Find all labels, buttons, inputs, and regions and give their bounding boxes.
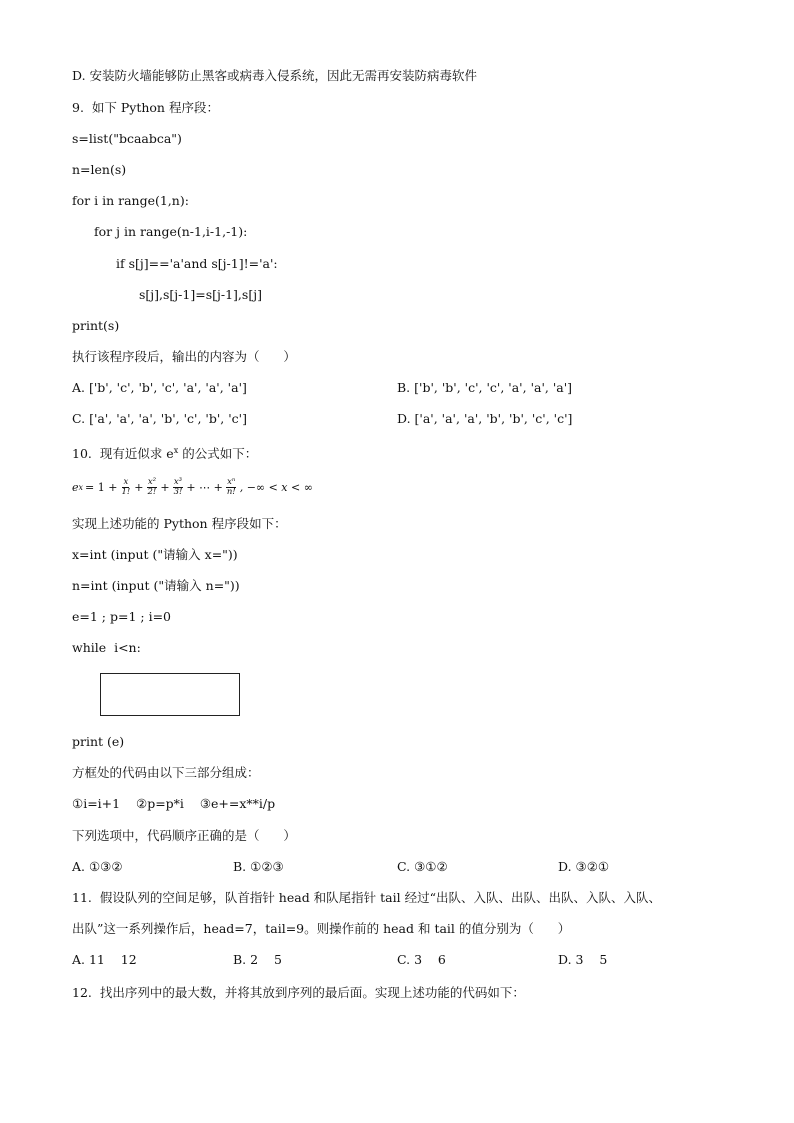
- q10-option-a: A. ①③②: [72, 859, 123, 874]
- option-d-line: D. 安装防火墙能够防止黑客或病毒入侵系统，因此无需再安装防病毒软件: [72, 68, 478, 83]
- code-line: e=1 ; p=1 ; i=0: [72, 609, 171, 624]
- code-line: print(s): [72, 318, 120, 333]
- q10-option-c: C. ③①②: [397, 859, 448, 874]
- question-10-prompt: 下列选项中，代码顺序正确的是（ ）: [72, 828, 296, 843]
- question-11-line2: 出队”这一系列操作后，head=7，tail=9。则操作前的 head 和 tail 的值分别为（ ）: [72, 921, 571, 936]
- q9-option-c: C. ['a', 'a', 'a', 'b', 'c', 'b', 'c']: [72, 411, 247, 426]
- q11-option-a: A. 11 12: [72, 952, 137, 967]
- exponential-formula: e x = 1 + $\frac{x}{1!}$ + $\frac{\text{x²}}{2!}$ + $\frac{\text{x³}}{3!}$ + ⋯ + $\frac{\text{xⁿ}}{n!}$ , −∞ < x < ∞: [72, 477, 313, 497]
- code-line: for j in range(n-1,i-1,-1):: [94, 224, 248, 239]
- q9-option-b: B. ['b', 'b', 'c', 'c', 'a', 'a', 'a']: [397, 380, 573, 395]
- blank-code-box: [100, 673, 240, 716]
- q11-option-d: D. 3 5: [558, 952, 608, 967]
- code-line: if s[j]=='a'and s[j-1]!='a':: [116, 256, 278, 271]
- q10-option-b: B. ①②③: [233, 859, 284, 874]
- code-line: for i in range(1,n):: [72, 193, 189, 208]
- code-line: n=int (input ("请输入 n=")): [72, 578, 240, 593]
- question-10-box-desc: 方框处的代码由以下三部分组成：: [72, 765, 260, 780]
- q10-option-d: D. ③②①: [558, 859, 610, 874]
- code-line: s[j],s[j-1]=s[j-1],s[j]: [139, 287, 262, 302]
- code-line: while i<n:: [72, 640, 141, 655]
- q11-option-c: C. 3 6: [397, 952, 446, 967]
- question-12-title: 12. 找出序列中的最大数，并将其放到序列的最后面。实现上述功能的代码如下：: [72, 985, 525, 1000]
- code-line: s=list("bcaabca"): [72, 131, 182, 146]
- question-9-title: 9. 如下 Python 程序段：: [72, 100, 219, 115]
- code-line: x=int (input ("请输入 x=")): [72, 547, 238, 562]
- question-11-line1: 11. 假设队列的空间足够，队首指针 head 和队尾指针 tail 经过“出队、入队、出队、出队、入队、入队、: [72, 890, 661, 905]
- code-line: print (e): [72, 734, 125, 749]
- q11-option-b: B. 2 5: [233, 952, 282, 967]
- question-9-prompt: 执行该程序段后，输出的内容为（ ）: [72, 349, 296, 364]
- code-line: n=len(s): [72, 162, 127, 177]
- q9-option-a: A. ['b', 'c', 'b', 'c', 'a', 'a', 'a']: [72, 380, 247, 395]
- q9-option-d: D. ['a', 'a', 'a', 'b', 'b', 'c', 'c']: [397, 411, 573, 426]
- code-parts: ①i=i+1 ②p=p*i ③e+=x**i/p: [72, 796, 276, 811]
- question-10-code-intro: 实现上述功能的 Python 程序段如下：: [72, 516, 287, 531]
- question-10-title: 10. 现有近似求 $e^x$ 的公式如下：: [72, 446, 258, 462]
